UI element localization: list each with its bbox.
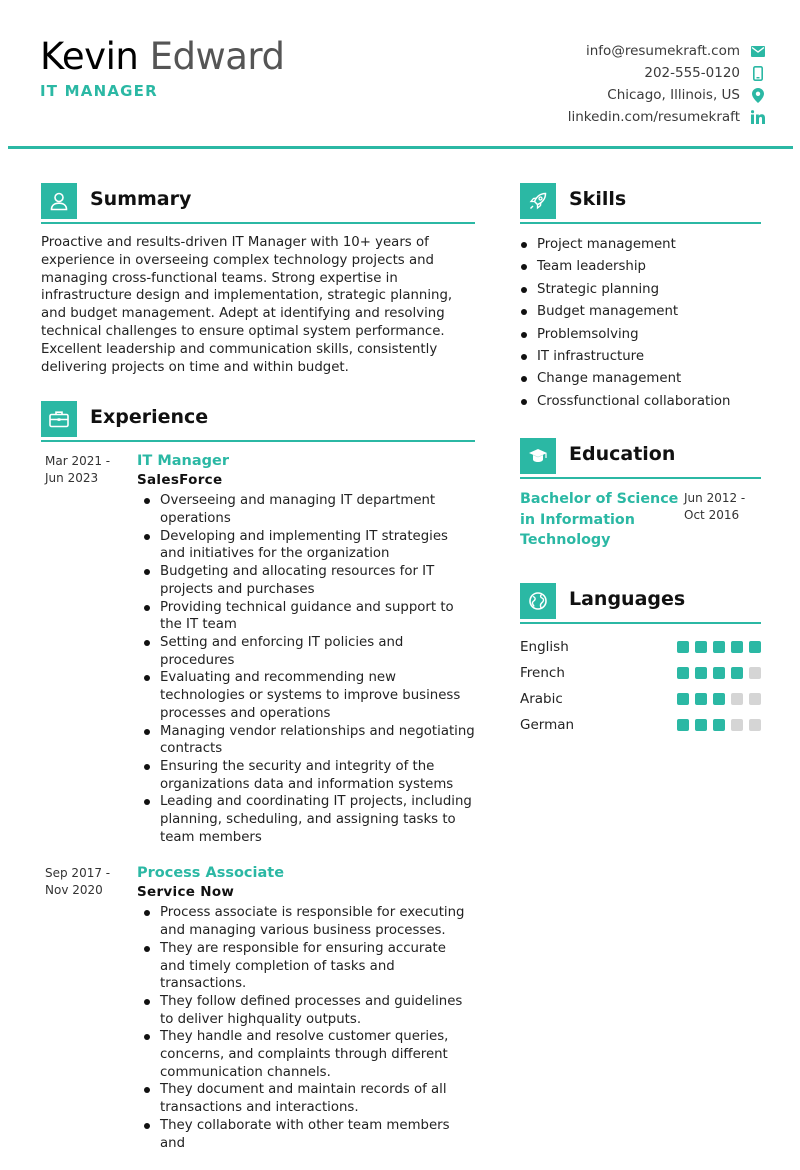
envelope-icon <box>750 43 766 59</box>
level-dot-filled <box>677 719 689 731</box>
job-bullets <box>137 492 475 846</box>
level-dot-filled <box>695 667 707 679</box>
contact-linkedin-text[interactable]: linkedin.com/resumekraft <box>567 109 740 125</box>
language-level <box>677 667 761 679</box>
job-bullet: Ensuring the security and integrity of the organizations data and information systems <box>137 758 475 793</box>
job-bullet: They collaborate with other team members and <box>137 1117 475 1152</box>
job-title: Process Associate <box>137 865 285 882</box>
contact-location <box>568 84 766 106</box>
job-dates: Sep 2017 - Nov 2020 <box>45 866 111 898</box>
job-dates: Mar 2021 - Jun 2023 <box>45 454 111 486</box>
education-section-header <box>520 438 761 479</box>
level-dot-filled <box>695 641 707 653</box>
level-dot-filled <box>713 667 725 679</box>
job-bullet: Developing and implementing IT strategies and initiatives for the organization <box>137 528 475 563</box>
job-bullet: Setting and enforcing IT policies and procedures <box>137 634 475 669</box>
level-dot-empty <box>749 667 761 679</box>
language-name: Arabic <box>520 691 563 708</box>
level-dot-filled <box>749 641 761 653</box>
left-column <box>41 183 475 1170</box>
level-dot-filled <box>713 693 725 705</box>
contact-email[interactable] <box>568 40 766 62</box>
skill-item: Change management <box>520 368 761 390</box>
contact-phone-text[interactable]: 202-555-0120 <box>644 65 740 81</box>
language-row <box>520 634 761 660</box>
skill-item: Crossfunctional collaboration <box>520 391 761 413</box>
skill-item: IT infrastructure <box>520 346 761 368</box>
resume-header <box>0 0 800 150</box>
job-bullet: They are responsible for ensuring accurate and timely completion of tasks and transactions. <box>137 940 475 993</box>
job-bullets <box>137 904 475 1152</box>
summary-text: Proactive and results-driven IT Manager with 10+ years of experience in overseeing complex technology projects and managing cross-functional teams. Strong expertise in infrastructure design and implementation, strategic planning, and budget management. Adept at identifying and resolving technical challenges to ensure optimal system performance. Excellent leadership and communication skills, consistently delivering projects on time and within budget. <box>41 235 453 375</box>
language-name: German <box>520 717 575 734</box>
job-entry <box>41 452 475 846</box>
job-bullet: They follow defined processes and guidelines to deliver highquality outputs. <box>137 993 475 1028</box>
language-name: English <box>520 639 569 656</box>
right-column <box>520 183 761 738</box>
education-entry <box>520 489 761 555</box>
languages-list <box>520 634 761 738</box>
language-level <box>677 641 761 653</box>
skill-item: Budget management <box>520 301 761 323</box>
skills-section-header <box>520 183 761 224</box>
level-dot-filled <box>731 641 743 653</box>
skills-list <box>520 234 761 413</box>
last-name: Edward <box>149 35 285 78</box>
briefcase-icon <box>41 401 77 437</box>
summary-title: Summary <box>90 188 192 210</box>
job-company: Service Now <box>137 884 235 901</box>
job-bullet: They document and maintain records of all transactions and interactions. <box>137 1081 475 1116</box>
level-dot-filled <box>677 693 689 705</box>
skill-item: Problemsolving <box>520 324 761 346</box>
job-bullet: Managing vendor relationships and negotiating contracts <box>137 723 475 758</box>
degree-name: Bachelor of Science in Information Technology <box>520 491 679 549</box>
skill-item: Project management <box>520 234 761 256</box>
level-dot-filled <box>731 667 743 679</box>
language-row <box>520 660 761 686</box>
language-row <box>520 686 761 712</box>
language-row <box>520 712 761 738</box>
globe-icon <box>520 583 556 619</box>
contact-linkedin[interactable] <box>568 106 766 128</box>
job-bullet: They handle and resolve customer queries, concerns, and complaints through different communication channels. <box>137 1028 475 1081</box>
languages-section-header <box>520 583 761 624</box>
experience-section-header <box>41 401 475 442</box>
level-dot-filled <box>677 667 689 679</box>
skill-item: Team leadership <box>520 256 761 278</box>
contact-location-text: Chicago, Illinois, US <box>607 87 740 103</box>
language-level <box>677 719 761 731</box>
header-divider <box>8 146 793 149</box>
contact-list <box>568 40 766 128</box>
languages-title: Languages <box>569 588 686 611</box>
phone-icon <box>750 65 766 81</box>
language-name: French <box>520 665 565 682</box>
user-icon <box>41 183 77 219</box>
summary-section-header <box>41 183 475 224</box>
contact-phone[interactable] <box>568 62 766 84</box>
job-bullet: Budgeting and allocating resources for IT projects and purchases <box>137 563 475 598</box>
rocket-icon <box>520 183 556 219</box>
job-title: IT Manager <box>137 453 230 470</box>
contact-email-text[interactable]: info@resumekraft.com <box>586 43 740 59</box>
job-role: IT MANAGER <box>40 82 158 100</box>
job-bullet: Providing technical guidance and support to the IT team <box>137 599 475 634</box>
level-dot-empty <box>731 719 743 731</box>
skills-title: Skills <box>569 188 627 210</box>
location-pin-icon <box>750 87 766 103</box>
first-name: Kevin <box>40 35 139 78</box>
job-bullet: Overseeing and managing IT department operations <box>137 492 475 527</box>
education-dates: Jun 2012 - Oct 2016 <box>684 491 746 523</box>
job-company: SalesForce <box>137 472 223 489</box>
job-entry <box>41 864 475 1152</box>
level-dot-filled <box>677 641 689 653</box>
experience-title: Experience <box>90 406 209 429</box>
level-dot-filled <box>713 719 725 731</box>
candidate-name <box>40 34 284 80</box>
level-dot-filled <box>713 641 725 653</box>
level-dot-empty <box>749 693 761 705</box>
job-bullet: Evaluating and recommending new technologies or systems to improve business processes and operations <box>137 669 475 722</box>
level-dot-empty <box>731 693 743 705</box>
job-bullet: Leading and coordinating IT projects, including planning, scheduling, and assigning tasks to team members <box>137 793 475 846</box>
skill-item: Strategic planning <box>520 279 761 301</box>
linkedin-icon <box>750 109 766 125</box>
level-dot-filled <box>695 693 707 705</box>
level-dot-filled <box>695 719 707 731</box>
graduation-cap-icon <box>520 438 556 474</box>
education-title: Education <box>569 443 676 466</box>
level-dot-empty <box>749 719 761 731</box>
language-level <box>677 693 761 705</box>
job-bullet: Process associate is responsible for executing and managing various business processes. <box>137 904 475 939</box>
